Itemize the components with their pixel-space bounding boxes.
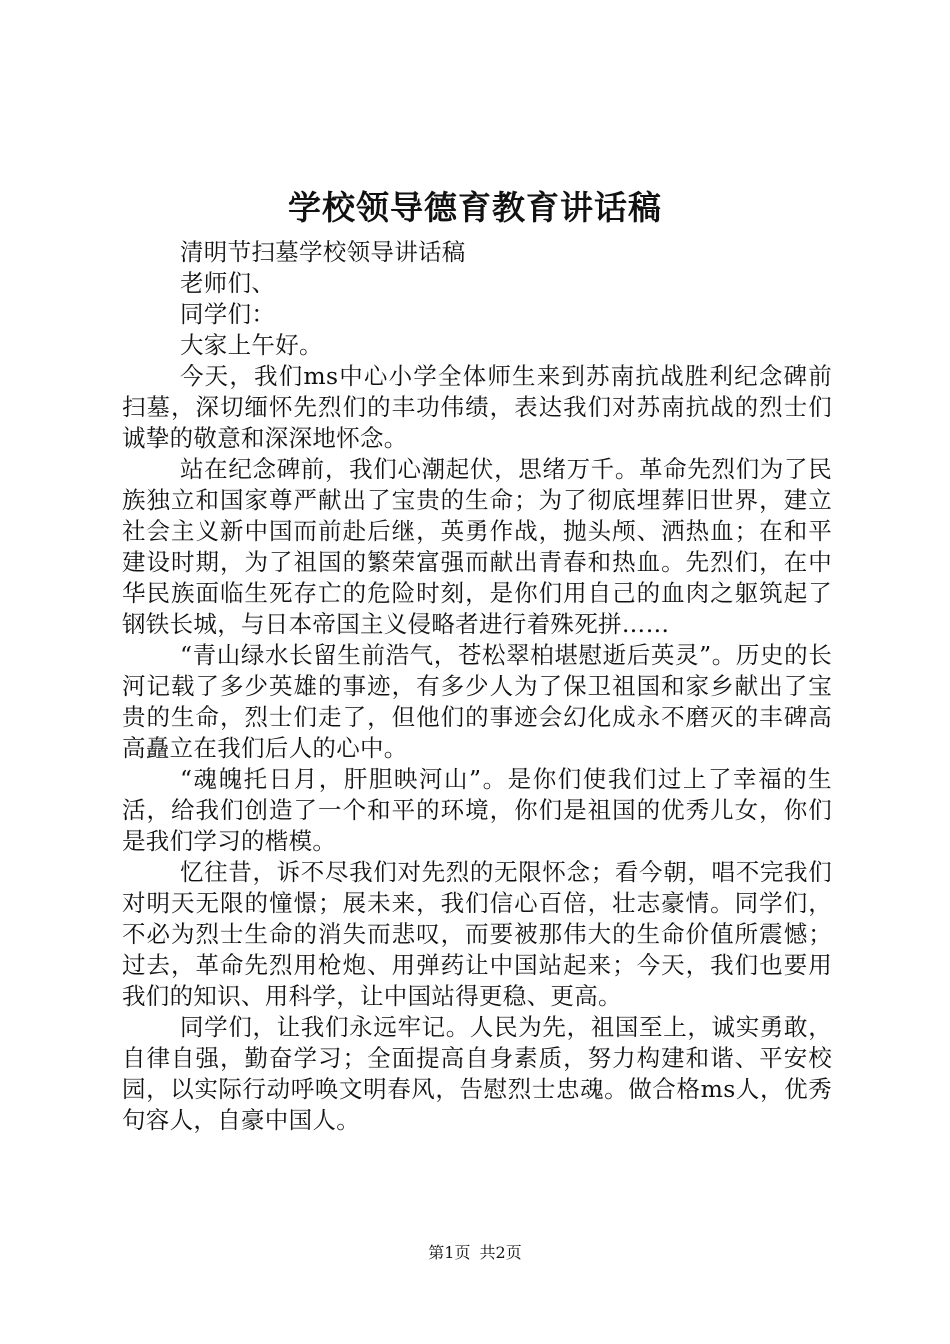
paragraph-greeting-teachers: 老师们、 — [180, 269, 276, 297]
paragraph-body: “青山绿水长留生前浩气，苍松翠柏堪慰逝后英灵”。历史的长河记载了多少英雄的事迹，有多少人为了保卫祖国和家乡献出了宝贵的生命，烈士们走了，但他们的事迹会幻化成永不磨灭的丰碑高高矗立在我们后人的心中。 — [122, 641, 832, 762]
paragraph-good-morning: 大家上午好。 — [180, 331, 323, 359]
paragraph-greeting-students: 同学们： — [180, 300, 276, 328]
document-body — [122, 237, 832, 1136]
paragraph-body: 今天，我们ms中心小学全体师生来到苏南抗战胜利纪念碑前扫墓，深切缅怀先烈们的丰功伟绩，表达我们对苏南抗战的烈士们诚挚的敬意和深深地怀念。 — [122, 362, 832, 452]
paragraph-body: “魂魄托日月，肝胆映河山”。是你们使我们过上了幸福的生活，给我们创造了一个和平的环境，你们是祖国的优秀儿女，你们是我们学习的楷模。 — [122, 765, 832, 855]
page-footer — [0, 1243, 950, 1263]
page-total: 共2页 — [479, 1243, 522, 1262]
paragraph-body: 忆往昔，诉不尽我们对先烈的无限怀念；看今朝，唱不完我们对明天无限的憧憬；展未来，我们信心百倍，壮志豪情。同学们，不必为烈士生命的消失而悲叹，而要被那伟大的生命价值所震憾；过去，革命先烈用枪炮、用弹药让中国站起来；今天，我们也要用我们的知识、用科学，让中国站得更稳、更高。 — [122, 858, 832, 1010]
paragraph-body: 同学们，让我们永远牢记。人民为先，祖国至上，诚实勇敢，自律自强，勤奋学习；全面提高自身素质，努力构建和谐、平安校园，以实际行动呼唤文明春风，告慰烈士忠魂。做合格ms人，优秀句容人，自豪中国人。 — [122, 1013, 832, 1134]
paragraph-subtitle: 清明节扫墓学校领导讲话稿 — [180, 238, 466, 266]
document-title: 学校领导德育教育讲话稿 — [288, 188, 662, 227]
paragraph-body: 站在纪念碑前，我们心潮起伏，思绪万千。革命先烈们为了民族独立和国家尊严献出了宝贵的生命；为了彻底埋葬旧世界，建立社会主义新中国而前赴后继，英勇作战，抛头颅、洒热血；在和平建设时期，为了祖国的繁荣富强而献出青春和热血。先烈们，在中华民族面临生死存亡的危险时刻，是你们用自己的血肉之躯筑起了钢铁长城，与日本帝国主义侵略者进行着殊死拼…… — [122, 455, 832, 638]
page-number: 第1页 — [428, 1243, 471, 1262]
